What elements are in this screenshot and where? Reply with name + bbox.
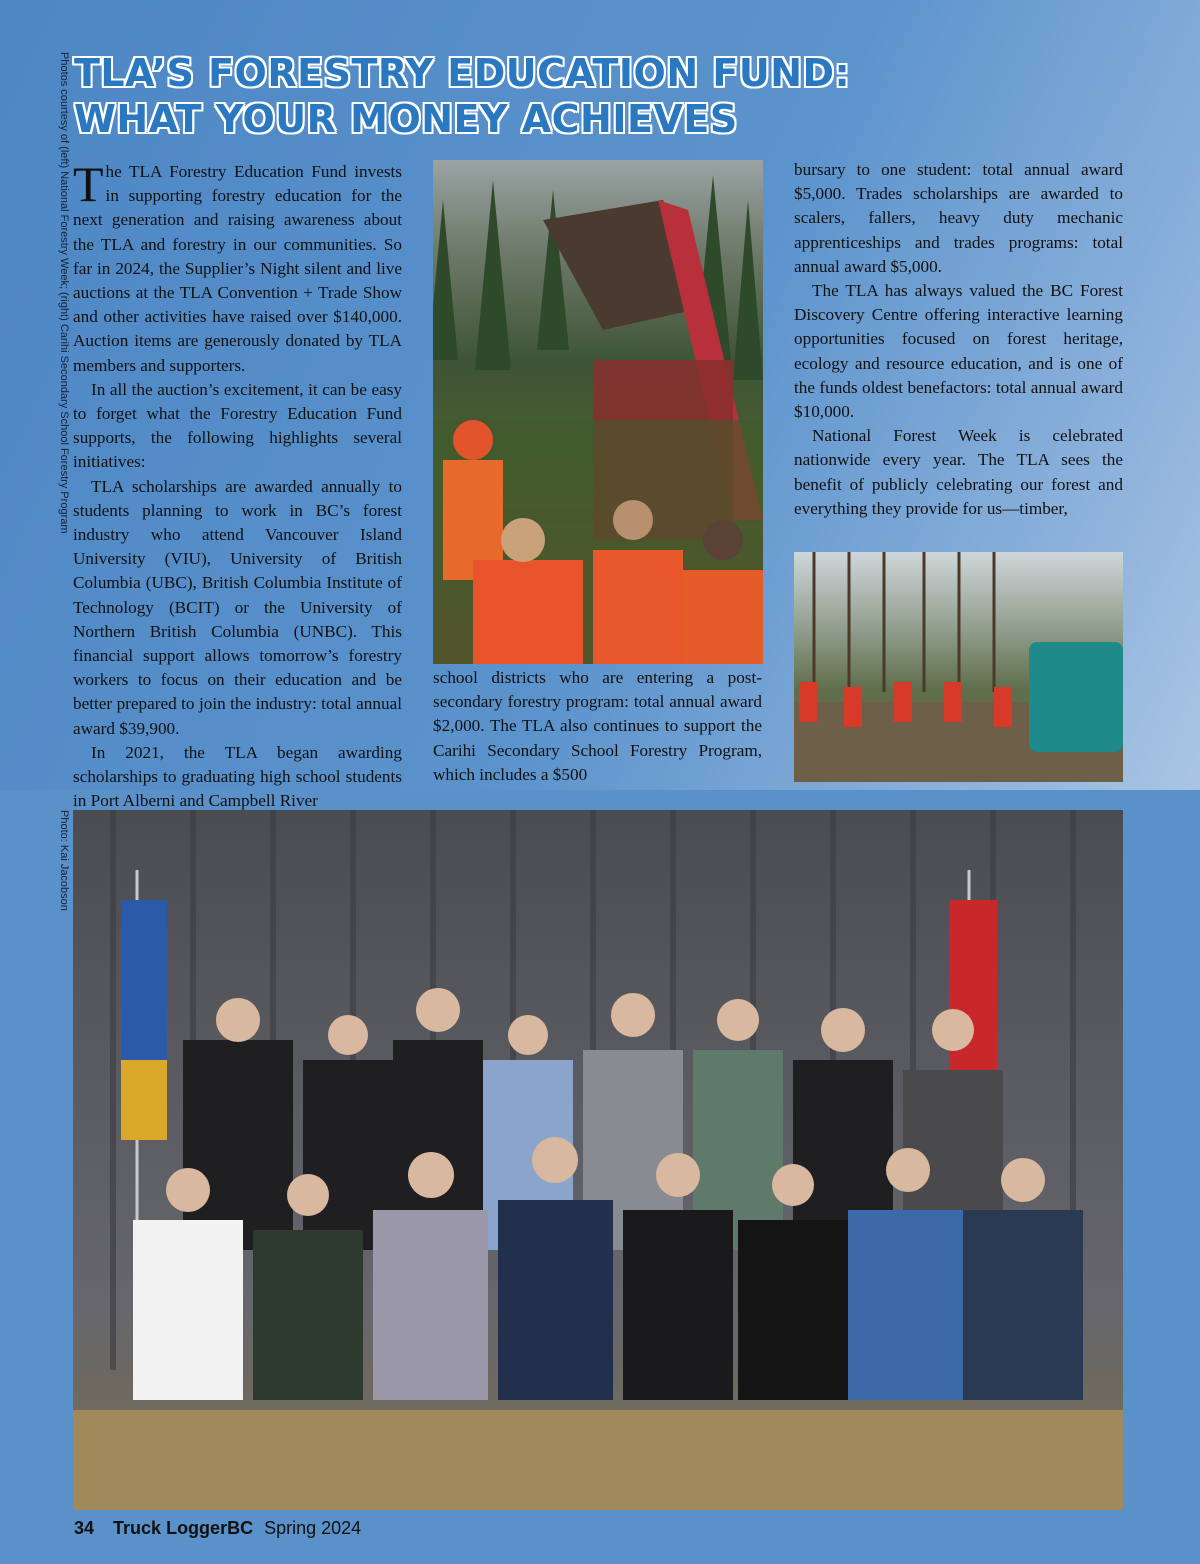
paragraph: In 2021, the TLA began awarding scholarships to graduating high school students in Port Alberni and Campbell River	[73, 742, 402, 811]
logging-photo-art	[433, 160, 763, 664]
headline-line-1: TLA’S FORESTRY EDUCATION FUND:	[74, 51, 851, 95]
magazine-title: Truck LoggerBC	[113, 1518, 254, 1538]
paragraph: bursary to one student: total annual award $5,000. Trades scholarships are awarded to scalers, fallers, heavy duty mechanic apprenticeships and trades programs: total annual award $5,000.	[794, 160, 1123, 276]
forest-photo-art	[794, 552, 1123, 782]
group-photo-art	[73, 810, 1123, 1510]
photo-forest-students	[794, 552, 1123, 782]
paragraph: TLA scholarships are awarded annually to students planning to work in BC’s forest industry who attend Vancouver Island University (VIU), University of British Columbia (UBC), British Columbia Institute of Technology (BCIT) or the University of Northern British Columbia (UNBC). This financial support allows tomorrow’s forestry workers to focus on their education and be better prepared to join the industry: total annual award $39,900.	[73, 476, 402, 738]
paragraph: In all the auction’s excitement, it can be easy to forget what the Forestry Education Fund supports, the following highlights several initiatives:	[73, 379, 402, 472]
photo-logging-site	[433, 160, 763, 664]
paragraph-intro-text: he TLA Forestry Education Fund invests in supporting forestry education for the next generation and raising awareness about the TLA and forestry in our communities. So far in 2024, the Supplier’s Night silent and live auctions at the TLA Convention + Trade Show and other activities have raised over $140,000. Auction items are generously donated by TLA members and supporters.	[73, 162, 402, 375]
headline	[74, 50, 850, 142]
paragraph-intro	[73, 156, 402, 378]
paragraph: school districts who are entering a post-secondary forestry program: total annual award $2,000. The TLA also continues to support the Carihi Secondary School Forestry Program, which includes a $500	[433, 668, 762, 784]
paragraph: National Forest Week is celebrated nationwide every year. The TLA sees the benefit of publicly celebrating our forest and everything they provide for us—timber,	[794, 426, 1123, 518]
article-column-1	[73, 156, 402, 813]
drop-cap: T	[73, 156, 104, 212]
paragraph: The TLA has always valued the BC Forest Discovery Centre offering interactive learning opportunities focused on forest heritage, ecology and resource education, and is one of the funds oldest benefactors: total annual award $10,000.	[794, 281, 1123, 422]
article-column-2	[433, 666, 762, 787]
issue-date: Spring 2024	[264, 1518, 362, 1538]
photo-credit-bottom: Photo: Kai Jacobson	[58, 810, 70, 911]
photo-group-scholarship-recipients	[73, 810, 1123, 1510]
photo-credit-top: Photos courtesy of (left) National Forestry Week; (right) Carihi Secondary School Forestry Program	[58, 52, 70, 534]
page-footer	[74, 1518, 361, 1539]
headline-line-2: WHAT YOUR MONEY ACHIEVES	[74, 97, 738, 141]
page-number: 34	[74, 1518, 95, 1538]
article-column-3	[794, 158, 1123, 521]
